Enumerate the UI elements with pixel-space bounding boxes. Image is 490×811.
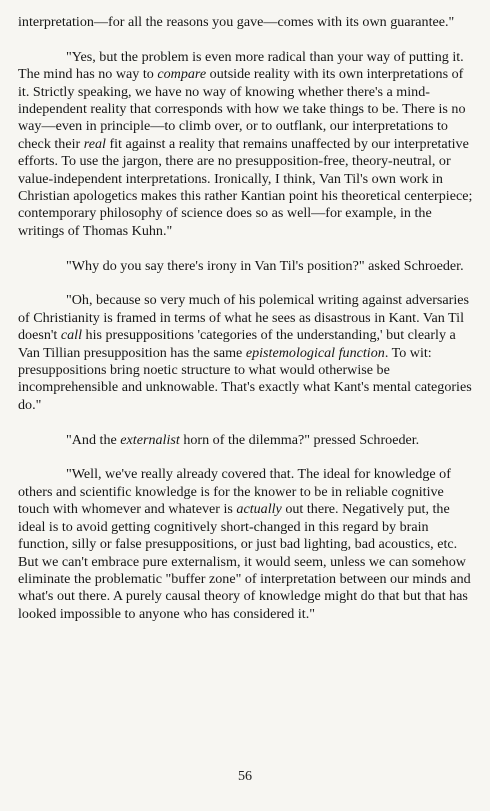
paragraph bbox=[18, 14, 478, 31]
italic-text: call bbox=[60, 327, 82, 344]
paragraph-text: out there. Negatively put, the ideal is to avoid getting cognitively short-changed in this regard by brain function, silly or false presuppositions, or just bad lighting, bad acoustics, etc. But we can't embrace pure externalism, it would seem, unless we can somehow eliminate the problematic "buffer zone" of interpretation between our minds and what's out there. A purely causal theory of knowledge might do that but that has looked impossible to anyone who has considered it." bbox=[18, 501, 471, 622]
paragraph-text: outside reality with its own interpretations of it. Strictly speaking, we have no way of knowing whether there's a mind-independent reality that corresponds with how we take things to be. There is no way—even in principle—to climb over, or to outflank, our interpretations to check their bbox=[18, 66, 466, 152]
paragraph-text: "Well, we've really already covered that. The ideal for knowledge of others and scientific knowledge is for the knower to be in reliable cognitive touch with whomever and whatever is bbox=[18, 466, 451, 518]
italic-text: externalist bbox=[120, 431, 180, 448]
page-body bbox=[18, 14, 478, 641]
paragraph bbox=[18, 432, 478, 449]
paragraph-text: "And the bbox=[66, 431, 121, 448]
italic-text: compare bbox=[157, 66, 207, 83]
paragraph-text: fit against a reality that remains unaffected by our interpretative efforts. To use the jargon, there are no presupposition-free, theory-neutral, or value-independent interpretations. Ironically, I think, Van Til's own work in Christian apologetics makes this rather Kantian point his theoretical centerpiece; contemporary philosophy of science does so as well—for example, in the writings of Thomas Kuhn." bbox=[18, 135, 473, 239]
paragraph-text: "Yes, but the problem is even more radical than your way of putting it. The mind has no way to bbox=[18, 48, 464, 83]
paragraph bbox=[18, 258, 478, 275]
paragraph-text: interpretation—for all the reasons you gave—comes with its own guarantee." bbox=[18, 14, 455, 30]
paragraph bbox=[18, 292, 478, 414]
paragraph-text: horn of the dilemma?" pressed Schroeder. bbox=[179, 431, 420, 448]
paragraph bbox=[18, 466, 478, 623]
paragraph bbox=[18, 49, 478, 240]
paragraph-text: "Oh, because so very much of his polemical writing against adversaries of Christianity is framed in terms of what he sees as disastrous in Kant. Van Til doesn't bbox=[18, 292, 470, 344]
paragraph-text: his presuppositions 'categories of the understanding,' but clearly a Van Tillian presupposition has the same bbox=[18, 327, 456, 361]
italic-text: real bbox=[83, 135, 106, 152]
page-number: 56 bbox=[237, 768, 253, 784]
italic-text: epistemological function bbox=[245, 344, 385, 361]
paragraph-text: . To wit: presuppositions bring noetic structure to what would otherwise be incomprehensible and unknowable. That's exactly what Kant's mental categories do." bbox=[18, 344, 472, 413]
italic-text: actually bbox=[236, 501, 282, 518]
paragraph-text: "Why do you say there's irony in Van Til's position?" asked Schroeder. bbox=[66, 257, 464, 274]
